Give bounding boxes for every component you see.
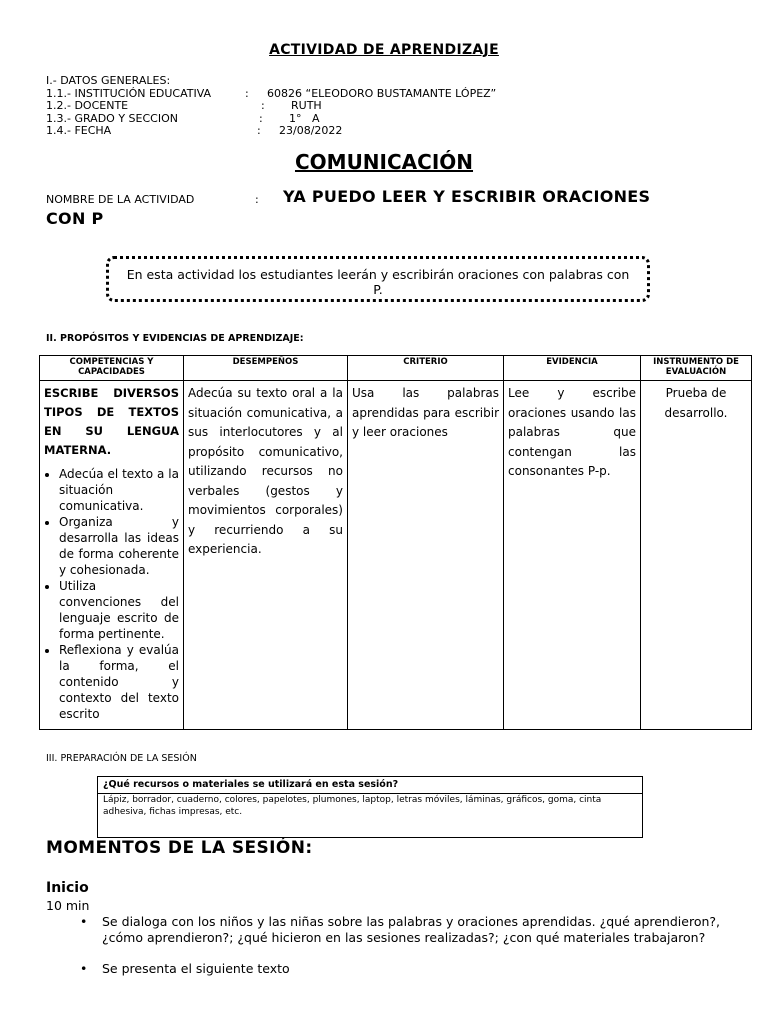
list-item [80, 914, 720, 964]
teacher-value: RUTH [291, 99, 322, 112]
general-data-section [46, 74, 497, 138]
section-purposes-title: II. PROPÓSITOS Y EVIDENCIAS DE APRENDIZAJE: [46, 333, 304, 344]
date-label: 1.4.- FECHA [46, 124, 112, 137]
teacher-separator: : [261, 99, 265, 112]
general-row-date [46, 124, 343, 138]
section-preparation-title: III. PREPARACIÓN DE LA SESIÓN [46, 753, 197, 764]
institution-label: 1.1.- INSTITUCIÓN EDUCATIVA [46, 86, 212, 100]
header-instrument: INSTRUMENTO DE EVALUACIÓN [641, 356, 752, 381]
date-separator: : [257, 124, 261, 137]
header-evidence: EVIDENCIA [504, 356, 641, 381]
evidence-cell: Lee y escribe oraciones usando las palabras que contengan las consonantes P-p. [504, 381, 641, 730]
list-item-text: Se dialoga con los niños y las niñas sobre las palabras y oraciones aprendidas. ¿qué aprendieron?, ¿cómo aprendieron?; ¿qué hicieron en las sesiones realizadas?; ¿con qué materiales trabajaron? [102, 914, 720, 945]
bullet-icon: • [80, 961, 88, 976]
instrument-cell: Prueba de desarrollo. [641, 381, 752, 730]
activity-label: NOMBRE DE LA ACTIVIDAD [46, 193, 195, 206]
grade-label: 1.3.- GRADO Y SECCION [46, 111, 178, 125]
table-row [40, 381, 752, 730]
activity-separator: : [255, 193, 259, 206]
activity-name-continued: CON P [46, 209, 104, 228]
list-item [80, 961, 720, 979]
document-title: ACTIVIDAD DE APRENDIZAJE [269, 42, 499, 58]
activity-summary-box [106, 256, 650, 302]
table-header-row [40, 356, 752, 381]
grade-value: 1° A [289, 111, 320, 125]
grade-separator: : [259, 111, 263, 125]
activity-name: YA PUEDO LEER Y ESCRIBIR ORACIONES [283, 187, 651, 206]
purposes-table [39, 355, 752, 730]
date-value: 23/08/2022 [279, 124, 343, 137]
capacity-item: • Reflexiona y evalúa la forma, el contenido y contexto del texto escrito [59, 642, 179, 722]
subject-title: COMUNICACIÓN [294, 150, 474, 174]
performance-cell: Adecúa su texto oral a la situación comunicativa, a sus interlocutores y al propósito comunicativo, utilizando recursos no verbales (gestos y movimientos corporales) y recurriendo a su experiencia. [184, 381, 348, 730]
criterion-cell: Usa las palabras aprendidas para escribir y leer oraciones [348, 381, 504, 730]
institution-separator: : [245, 86, 249, 100]
teacher-label: 1.2.- DOCENTE [46, 99, 129, 112]
start-title: Inicio [46, 880, 89, 896]
competencies-cell [40, 381, 184, 730]
resources-question: ¿Qué recursos o materiales se utilizará en esta sesión? [98, 777, 642, 794]
institution-value: 60826 “ELEODORO BUSTAMANTE LÓPEZ” [267, 86, 497, 100]
general-data-heading: I.- DATOS GENERALES: [46, 74, 171, 87]
resources-box [97, 776, 643, 838]
header-criterion: CRITERIO [348, 356, 504, 381]
moments-title: MOMENTOS DE LA SESIÓN: [46, 838, 313, 858]
activity-summary-text: En esta actividad los estudiantes leerán y escribirán oraciones con palabras con P. [126, 267, 630, 297]
header-performance: DESEMPEÑOS [184, 356, 348, 381]
header-competencies: COMPETENCIAS Y CAPACIDADES [40, 356, 184, 381]
general-row-teacher [46, 99, 322, 113]
capacity-item: • Utiliza convenciones del lenguaje escrito de forma pertinente. [59, 578, 179, 642]
list-item-text: Se presenta el siguiente texto [102, 961, 290, 976]
capacity-item: • Organiza y desarrolla las ideas de forma coherente y cohesionada. [59, 514, 179, 578]
bullet-icon: • [80, 914, 88, 929]
capacities-list [44, 466, 179, 722]
competency-text: ESCRIBE DIVERSOS TIPOS DE TEXTOS EN SU LENGUA MATERNA. [44, 386, 179, 457]
start-duration: 10 min [46, 898, 90, 913]
capacity-item: • Adecúa el texto a la situación comunicativa. [59, 466, 179, 514]
resources-answer: Lápiz, borrador, cuaderno, colores, papelotes, plumones, laptop, letras móviles, láminas, gráficos, goma, cinta adhesiva, fichas impresas, etc. [103, 795, 602, 817]
